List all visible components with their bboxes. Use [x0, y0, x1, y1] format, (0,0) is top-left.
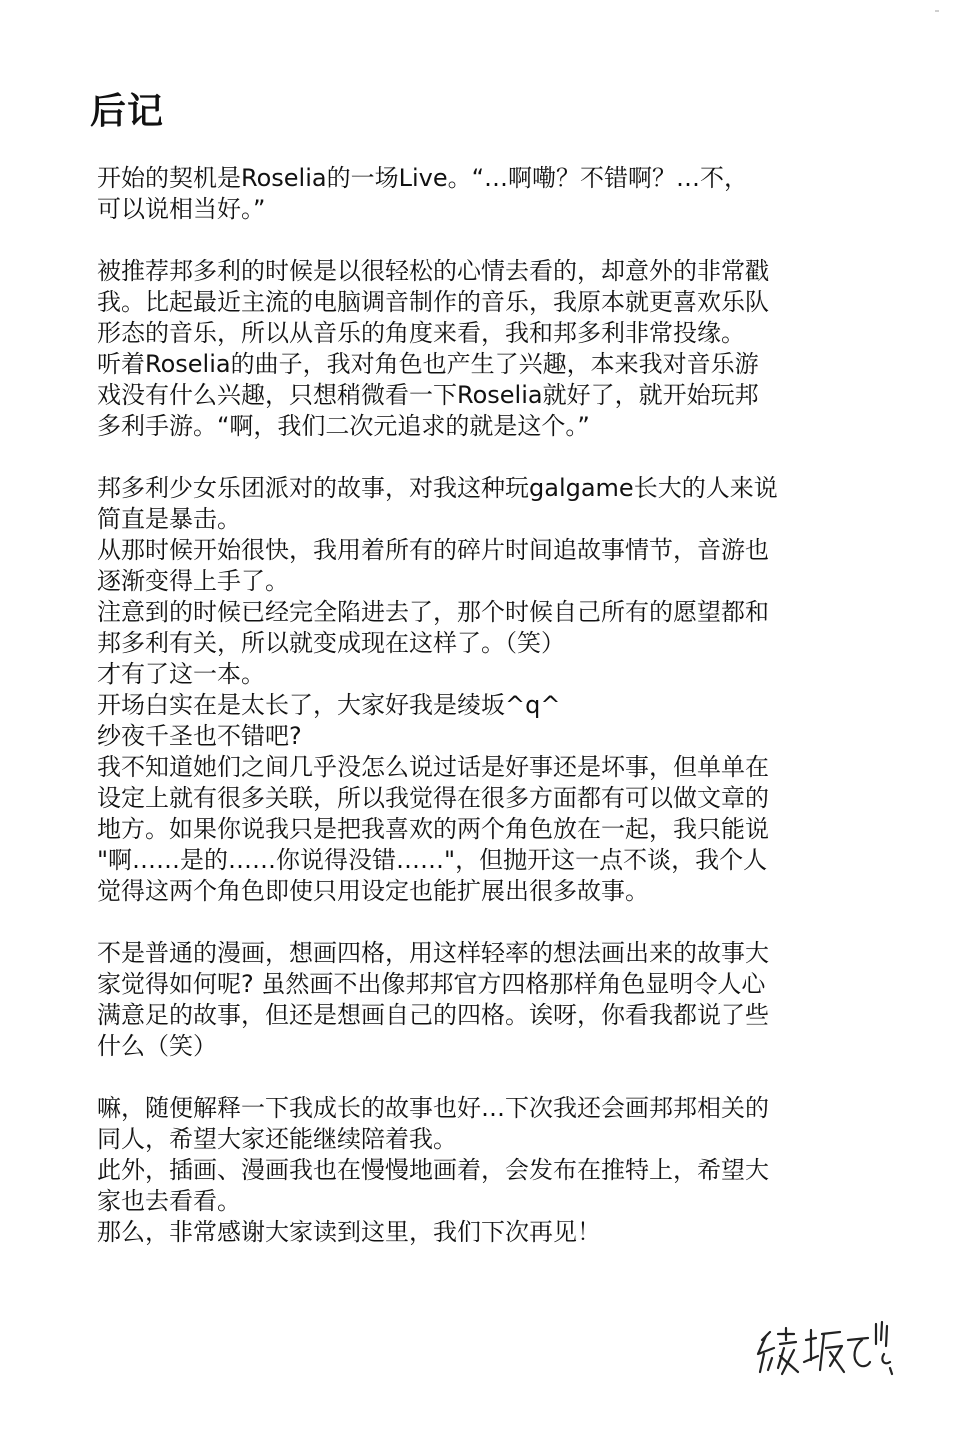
text-line: 可以说相当好。” [97, 195, 266, 223]
text-line: 形态的音乐，所以从音乐的角度来看，我和邦多利非常投缘。 [97, 319, 745, 347]
paragraph-3 [97, 473, 887, 907]
text-line: 不是普通的漫画，想画四格，用这样轻率的想法画出来的故事大 [97, 939, 769, 967]
text-line: 听着Roselia的曲子，我对角色也产生了兴趣，本来我对音乐游 [97, 350, 759, 378]
text-line: 邦多利有关，所以就变成现在这样了。（笑） [97, 629, 565, 657]
text-line: 觉得这两个角色即使只用设定也能扩展出很多故事。 [97, 877, 649, 905]
author-signature [750, 1310, 900, 1390]
paragraph-2 [97, 256, 887, 442]
text-line: 开始的契机是Roselia的一场Live。“…啊嘞？不错啊？…不， [97, 164, 749, 192]
text-line: 戏没有什么兴趣，只想稍微看一下Roselia就好了，就开始玩邦 [97, 381, 759, 409]
text-line: 那么，非常感谢大家读到这里，我们下次再见！ [97, 1218, 601, 1246]
text-line: 逐渐变得上手了。 [97, 567, 289, 595]
text-line: 地方。如果你说我只是把我喜欢的两个角色放在一起，我只能说 [97, 815, 769, 843]
text-line: 多利手游。“啊，我们二次元追求的就是这个。” [97, 412, 590, 440]
text-line: 设定上就有很多关联，所以我觉得在很多方面都有可以做文章的 [97, 784, 769, 812]
text-line: 邦多利少女乐团派对的故事，对我这种玩galgame长大的人来说 [97, 474, 778, 502]
text-line: 开场白实在是太长了，大家好我是绫坂^q^ [97, 691, 561, 719]
text-line: 嘛，随便解释一下我成长的故事也好…下次我还会画邦邦相关的 [97, 1094, 769, 1122]
text-line: 我。比起最近主流的电脑调音制作的音乐，我原本就更喜欢乐队 [97, 288, 769, 316]
text-line: 从那时候开始很快，我用着所有的碎片时间追故事情节，音游也 [97, 536, 769, 564]
text-line: 我不知道她们之间几乎没怎么说过话是好事还是坏事，但单单在 [97, 753, 769, 781]
text-line: 简直是暴击。 [97, 505, 241, 533]
page-title: 后记 [90, 91, 165, 133]
text-line: 才有了这一本。 [97, 660, 265, 688]
paragraph-5 [97, 1093, 887, 1248]
paragraph-4 [97, 938, 887, 1062]
text-line: 家也去看看。 [97, 1187, 241, 1215]
scan-mark [935, 10, 939, 12]
afterword-body [97, 163, 887, 1279]
text-line: 什么（笑） [97, 1032, 217, 1060]
text-line: 家觉得如何呢? 虽然画不出像邦邦官方四格那样角色显明令人心 [97, 970, 766, 998]
text-line: 此外，插画、漫画我也在慢慢地画着，会发布在推特上，希望大 [97, 1156, 769, 1184]
text-line: 满意足的故事，但还是想画自己的四格。诶呀，你看我都说了些 [97, 1001, 769, 1029]
text-line: "啊……是的……你说得没错……"，但抛开这一点不谈，我个人 [97, 846, 768, 874]
paragraph-1 [97, 163, 887, 225]
text-line: 注意到的时候已经完全陷进去了，那个时候自己所有的愿望都和 [97, 598, 769, 626]
text-line: 纱夜千圣也不错吧? [97, 722, 302, 750]
text-line: 被推荐邦多利的时候是以很轻松的心情去看的，却意外的非常戳 [97, 257, 769, 285]
text-line: 同人，希望大家还能继续陪着我。 [97, 1125, 457, 1153]
signature-handwriting [750, 1310, 900, 1390]
